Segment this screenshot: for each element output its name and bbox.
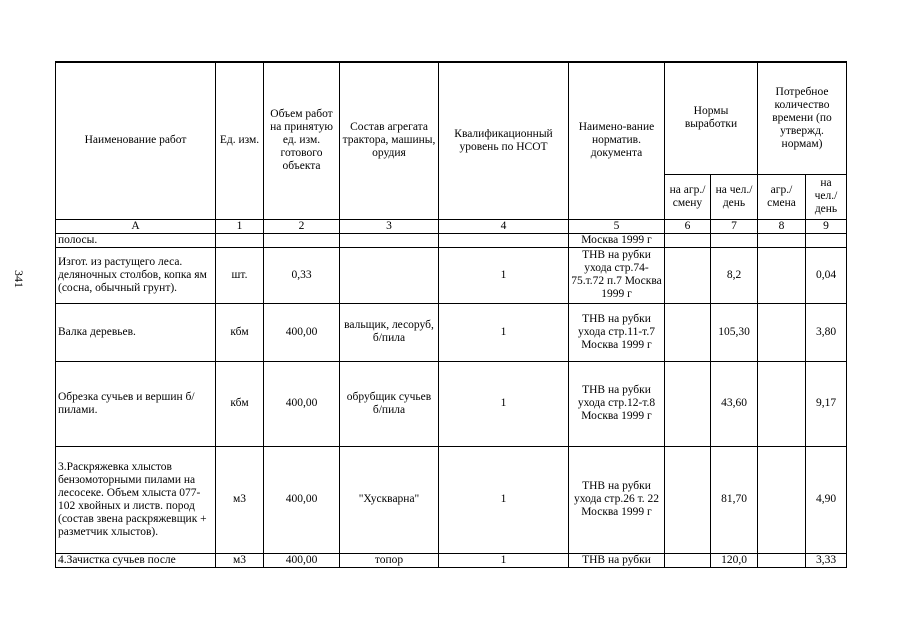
agr-norm-cell: [665, 553, 711, 567]
header-level: Квалификационный уровень по НСОТ: [439, 62, 569, 219]
man-time-cell: 0,04: [806, 247, 847, 303]
machine-cell: "Хускварна": [340, 446, 439, 553]
table-row: [56, 233, 847, 247]
header-per-man: на чел./ день: [711, 174, 758, 219]
machine-cell: [340, 247, 439, 303]
index-cell: А: [56, 219, 216, 233]
agr-time-cell: [758, 247, 806, 303]
index-cell: 6: [665, 219, 711, 233]
agr-norm-cell: [665, 446, 711, 553]
level-cell: 1: [439, 247, 569, 303]
header-work-name: Наименование работ: [56, 62, 216, 219]
machine-cell: обрубщик сучьев б/пила: [340, 361, 439, 446]
index-cell: 8: [758, 219, 806, 233]
agr-time-cell: [758, 361, 806, 446]
unit-cell: кбм: [216, 361, 264, 446]
work-norms-table: [55, 61, 847, 568]
volume-cell: 0,33: [264, 247, 340, 303]
table-row: [56, 303, 847, 361]
table-header-row: [56, 62, 847, 174]
work-name-cell: полосы.: [56, 233, 216, 247]
unit-cell: шт.: [216, 247, 264, 303]
table-row: [56, 361, 847, 446]
unit-cell: м3: [216, 553, 264, 567]
document-cell: ТНВ на рубки ухода стр.74-75.т.72 п.7 Москва 1999 г: [569, 247, 665, 303]
man-time-cell: 3,33: [806, 553, 847, 567]
header-man-day: на чел./ день: [806, 174, 847, 219]
document-cell: ТНВ на рубки ухода стр.26 т. 22 Москва 1999 г: [569, 446, 665, 553]
header-volume: Объем работ на принятую ед. изм. готового объекта: [264, 62, 340, 219]
level-cell: [439, 233, 569, 247]
agr-norm-cell: [665, 303, 711, 361]
level-cell: 1: [439, 446, 569, 553]
header-norms: Нормы выработки: [665, 62, 758, 174]
header-unit: Ед. изм.: [216, 62, 264, 219]
machine-cell: [340, 233, 439, 247]
work-name-cell: 3.Раскряжевка хлыстов бензомоторными пилами на лесосеке. Объем хлыста 077-102 хвойных и листв. пород (состав звена раскряжевщик + разметчик хлыстов).: [56, 446, 216, 553]
page-number: 341: [12, 270, 26, 288]
man-time-cell: 4,90: [806, 446, 847, 553]
column-index-row: [56, 219, 847, 233]
header-agr-shift: агр./ смена: [758, 174, 806, 219]
work-name-cell: Валка деревьев.: [56, 303, 216, 361]
level-cell: 1: [439, 303, 569, 361]
document-cell: ТНВ на рубки ухода стр.11-т.7 Москва 1999 г: [569, 303, 665, 361]
unit-cell: м3: [216, 446, 264, 553]
volume-cell: 400,00: [264, 361, 340, 446]
man-time-cell: 3,80: [806, 303, 847, 361]
header-per-agr: на агр./ смену: [665, 174, 711, 219]
volume-cell: 400,00: [264, 303, 340, 361]
table-row: [56, 446, 847, 553]
work-name-cell: Обрезка сучьев и вершин б/пилами.: [56, 361, 216, 446]
agr-time-cell: [758, 233, 806, 247]
index-cell: 4: [439, 219, 569, 233]
level-cell: 1: [439, 361, 569, 446]
index-cell: 7: [711, 219, 758, 233]
index-cell: 9: [806, 219, 847, 233]
man-norm-cell: 43,60: [711, 361, 758, 446]
agr-time-cell: [758, 553, 806, 567]
agr-norm-cell: [665, 233, 711, 247]
agr-norm-cell: [665, 247, 711, 303]
unit-cell: кбм: [216, 303, 264, 361]
index-cell: 3: [340, 219, 439, 233]
agr-time-cell: [758, 446, 806, 553]
man-norm-cell: [711, 233, 758, 247]
index-cell: 5: [569, 219, 665, 233]
document-cell: Москва 1999 г: [569, 233, 665, 247]
header-needed-time: Потребное количество времени (по утвержд. нормам): [758, 62, 847, 174]
index-cell: 2: [264, 219, 340, 233]
man-time-cell: 9,17: [806, 361, 847, 446]
header-machine: Состав агрегата трактора, машины, орудия: [340, 62, 439, 219]
volume-cell: 400,00: [264, 446, 340, 553]
volume-cell: [264, 233, 340, 247]
machine-cell: вальщик, лесоруб, б/пила: [340, 303, 439, 361]
document-cell: ТНВ на рубки ухода стр.12-т.8 Москва 1999 г: [569, 361, 665, 446]
agr-norm-cell: [665, 361, 711, 446]
volume-cell: 400,00: [264, 553, 340, 567]
document-cell: ТНВ на рубки: [569, 553, 665, 567]
agr-time-cell: [758, 303, 806, 361]
header-document: Наимено-вание норматив. документа: [569, 62, 665, 219]
man-norm-cell: 81,70: [711, 446, 758, 553]
machine-cell: топор: [340, 553, 439, 567]
table-row: [56, 553, 847, 567]
table-row: [56, 247, 847, 303]
man-norm-cell: 8,2: [711, 247, 758, 303]
man-norm-cell: 105,30: [711, 303, 758, 361]
man-time-cell: [806, 233, 847, 247]
man-norm-cell: 120,0: [711, 553, 758, 567]
index-cell: 1: [216, 219, 264, 233]
unit-cell: [216, 233, 264, 247]
work-name-cell: 4.Зачистка сучьев после: [56, 553, 216, 567]
level-cell: 1: [439, 553, 569, 567]
work-name-cell: Изгот. из растущего леса. деляночных столбов, копка ям (сосна, обычный грунт).: [56, 247, 216, 303]
